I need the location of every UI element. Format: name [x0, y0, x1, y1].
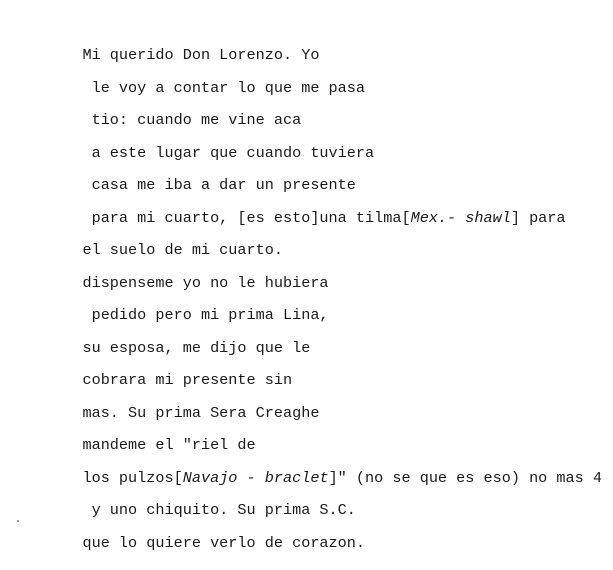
line-text: tio: cuando me vine aca: [82, 111, 302, 129]
line-text: mas. Su prima Sera Creaghe: [82, 403, 320, 422]
line-text: casa me iba a dar un presente: [82, 176, 356, 194]
line-text: que lo quiere verlo de corazon.: [82, 533, 366, 552]
line-text: pedido pero mi prima Lina,: [82, 306, 329, 324]
line-text: mandeme el "riel de: [82, 436, 256, 454]
annotation-italic: Navajo - braclet: [182, 468, 329, 487]
letter-line: [46, 516, 365, 570]
line-text: su esposa, me dijo que le: [82, 338, 311, 357]
line-text: para mi cuarto, [es esto]una tilma[: [82, 208, 411, 227]
line-text: dispenseme yo no le hubiera: [82, 273, 329, 292]
line-text: y uno chiquito. Su prima S.C.: [82, 501, 356, 519]
line-text: los pulzos[: [82, 468, 183, 487]
paper-speck: [17, 520, 19, 522]
line-text: a este lugar que cuando tuviera: [82, 143, 375, 162]
line-text: ]" (no se que es eso) no mas 4: [328, 468, 602, 487]
annotation-italic: Mex.- shawl: [410, 208, 511, 227]
line-text: cobrara mi presente sin: [82, 371, 293, 389]
line-text: le voy a contar lo que me pasa: [82, 78, 366, 97]
line-text: Mi querido Don Lorenzo. Yo: [82, 46, 320, 64]
line-text: ] para: [510, 208, 566, 227]
line-text: el suelo de mi cuarto.: [82, 241, 283, 259]
